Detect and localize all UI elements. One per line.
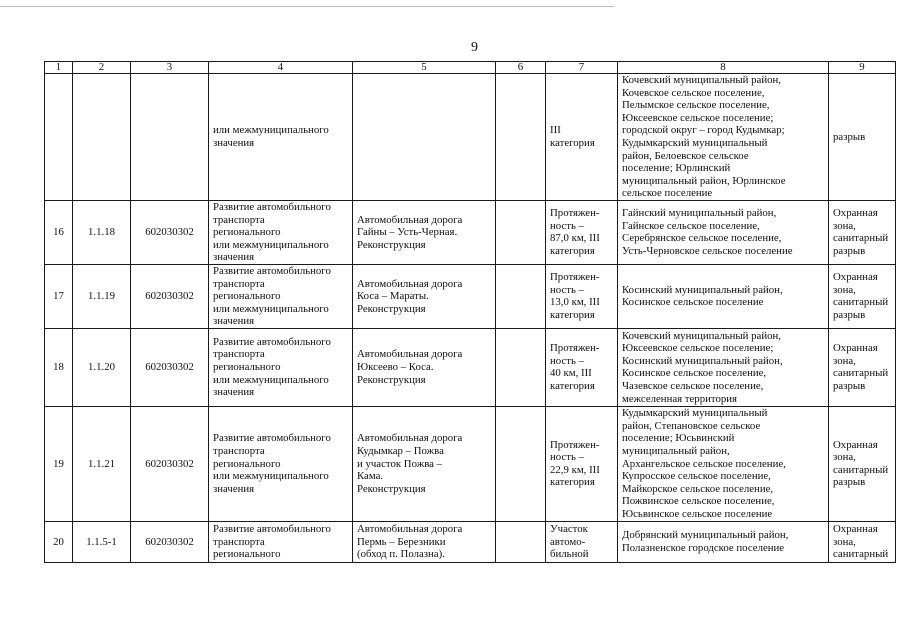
object-cell: Автомобильная дорога Пермь – Березники (обход п. Полазна). [353, 521, 496, 562]
id-cell: 602030302 [131, 521, 209, 562]
row-number-cell: 18 [45, 328, 73, 406]
row-number-cell: 16 [45, 200, 73, 264]
header-cell: 1 [45, 62, 73, 74]
object-cell: Автомобильная дорога Юксеево – Коса. Реконструкция [353, 328, 496, 406]
characteristics-cell: Участок автомо- бильной [546, 521, 618, 562]
col6-cell [496, 200, 546, 264]
col6-cell [496, 328, 546, 406]
id-cell: 602030302 [131, 406, 209, 521]
object-cell [353, 74, 496, 201]
header-cell: 6 [496, 62, 546, 74]
col6-cell [496, 406, 546, 521]
row-number-cell: 19 [45, 406, 73, 521]
location-cell: Кочевский муниципальный район, Кочевское сельское поселение, Пелымское сельское поселение, Юксеевское сельское поселение; городской округ – город Кудымкар; Кудымкарский муниципальный район, Белоевское сельское поселение; Юрлинский муниципальный район, Юрлинское сельское поселение [618, 74, 829, 201]
header-cell: 9 [829, 62, 896, 74]
scan-top-edge-line [0, 6, 614, 7]
code-cell: 1.1.21 [73, 406, 131, 521]
table-row [45, 521, 896, 562]
object-cell: Автомобильная дорога Кудымкар – Пожва и участок Пожва – Кама. Реконструкция [353, 406, 496, 521]
header-row [45, 62, 896, 74]
code-cell: 1.1.20 [73, 328, 131, 406]
characteristics-cell: III категория [546, 74, 618, 201]
table-row [45, 328, 896, 406]
purpose-cell: Развитие автомобильного транспорта регионального или межмуниципального значения [209, 264, 353, 328]
zone-cell: Охранная зона, санитарный [829, 521, 896, 562]
col6-cell [496, 74, 546, 201]
id-cell: 602030302 [131, 264, 209, 328]
object-cell: Автомобильная дорога Гайны – Усть-Черная. Реконструкция [353, 200, 496, 264]
code-cell: 1.1.19 [73, 264, 131, 328]
table-row [45, 406, 896, 521]
location-cell: Добрянский муниципальный район, Полазненское городское поселение [618, 521, 829, 562]
zone-cell: Охранная зона, санитарный разрыв [829, 200, 896, 264]
characteristics-cell: Протяжен- ность – 40 км, III категория [546, 328, 618, 406]
row-number-cell [45, 74, 73, 201]
header-cell: 4 [209, 62, 353, 74]
purpose-cell: Развитие автомобильного транспорта регионального [209, 521, 353, 562]
id-cell: 602030302 [131, 200, 209, 264]
characteristics-cell: Протяжен- ность – 13,0 км, III категория [546, 264, 618, 328]
location-cell: Кочевский муниципальный район, Юксеевское сельское поселение; Косинский муниципальный район, Косинское сельское поселение, Чазевское сельское поселение, межселенная территория [618, 328, 829, 406]
row-number-cell: 17 [45, 264, 73, 328]
purpose-cell: Развитие автомобильного транспорта регионального или межмуниципального значения [209, 200, 353, 264]
code-cell [73, 74, 131, 201]
code-cell: 1.1.18 [73, 200, 131, 264]
id-cell [131, 74, 209, 201]
header-cell: 7 [546, 62, 618, 74]
id-cell: 602030302 [131, 328, 209, 406]
zone-cell: Охранная зона, санитарный разрыв [829, 264, 896, 328]
location-cell: Кудымкарский муниципальный район, Степановское сельское поселение; Юсьвинский муниципальный район, Архангельское сельское поселение, Купросское сельское поселение, Майкорское сельское поселение, Пожвинское сельское поселение, Юсьвинское сельское поселение [618, 406, 829, 521]
header-cell: 5 [353, 62, 496, 74]
zone-cell: Охранная зона, санитарный разрыв [829, 406, 896, 521]
location-cell: Косинский муниципальный район, Косинское сельское поселение [618, 264, 829, 328]
location-cell: Гайнский муниципальный район, Гайнское сельское поселение, Серебрянское сельское поселение, Усть-Черновское сельское поселение [618, 200, 829, 264]
purpose-cell: Развитие автомобильного транспорта регионального или межмуниципального значения [209, 328, 353, 406]
header-cell: 2 [73, 62, 131, 74]
row-number-cell: 20 [45, 521, 73, 562]
object-cell: Автомобильная дорога Коса – Мараты. Реконструкция [353, 264, 496, 328]
table-row [45, 200, 896, 264]
characteristics-cell: Протяжен- ность – 87,0 км, III категория [546, 200, 618, 264]
zone-cell: разрыв [829, 74, 896, 201]
purpose-cell: Развитие автомобильного транспорта регионального или межмуниципального значения [209, 406, 353, 521]
table-row [45, 264, 896, 328]
col6-cell [496, 521, 546, 562]
header-cell: 8 [618, 62, 829, 74]
header-cell: 3 [131, 62, 209, 74]
page-number: 9 [471, 40, 478, 55]
characteristics-cell: Протяжен- ность – 22,9 км, III категория [546, 406, 618, 521]
table-row [45, 74, 896, 201]
code-cell: 1.1.5-1 [73, 521, 131, 562]
col6-cell [496, 264, 546, 328]
purpose-cell: или межмуниципального значения [209, 74, 353, 201]
zone-cell: Охранная зона, санитарный разрыв [829, 328, 896, 406]
planning-table [44, 61, 896, 563]
